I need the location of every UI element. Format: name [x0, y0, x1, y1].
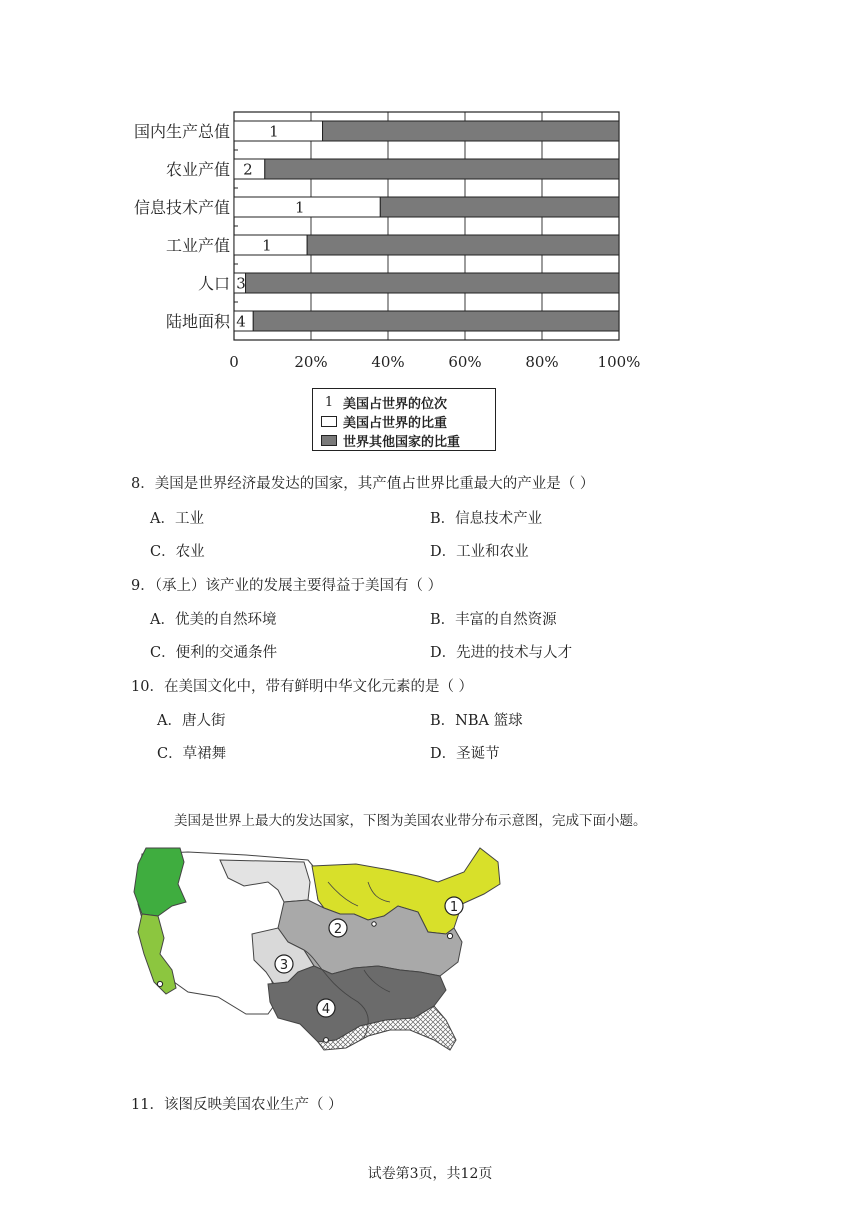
- rank-label: 2: [243, 160, 253, 179]
- x-tick-label: 0: [229, 353, 239, 371]
- x-tick-label: 80%: [525, 353, 559, 371]
- category-label: 陆地面积: [165, 312, 230, 331]
- question-10-option-c[interactable]: C．草裙舞: [157, 746, 227, 762]
- x-tick-label: 100%: [597, 353, 641, 371]
- question-9-option-c[interactable]: C．便利的交通条件: [150, 645, 278, 661]
- us-share-bar-chart: [0, 0, 860, 385]
- question-8-option-d[interactable]: D．工业和农业: [430, 544, 529, 560]
- us-agricultural-belts-map: [128, 842, 503, 1052]
- rank-label: 1: [295, 198, 305, 217]
- legend-rank-marker: 1: [324, 395, 334, 410]
- bar-others-share: [246, 273, 619, 293]
- svg-text:2: 2: [333, 922, 343, 937]
- page-footer: 试卷第3页，共12页: [367, 1166, 493, 1182]
- x-tick-label: 40%: [371, 353, 405, 371]
- rank-label: 4: [236, 312, 246, 331]
- rank-label: 1: [262, 236, 272, 255]
- question-10-option-d[interactable]: D．圣诞节: [430, 746, 500, 762]
- map-region-marker-1: [445, 897, 463, 915]
- rank-label: 3: [236, 274, 246, 293]
- category-label: 农业产值: [165, 160, 230, 179]
- legend-rank-label: 美国占世界的位次: [343, 397, 448, 412]
- question-8-option-b[interactable]: B．信息技术产业: [430, 511, 543, 527]
- legend-share-row: [321, 412, 447, 431]
- map-region-marker-4: [317, 999, 335, 1017]
- question-8-option-a[interactable]: A．工业: [150, 511, 204, 527]
- question-9-option-a[interactable]: A．优美的自然环境: [150, 612, 277, 628]
- bar-others-share: [380, 197, 619, 217]
- svg-text:4: 4: [321, 1002, 331, 1017]
- question-8-option-c[interactable]: C．农业: [150, 544, 205, 560]
- bar-others-share: [323, 121, 619, 141]
- x-tick-label: 60%: [448, 353, 482, 371]
- legend-gray-swatch: [321, 435, 337, 446]
- svg-text:3: 3: [279, 958, 289, 973]
- question-10-option-a[interactable]: A．唐人街: [157, 713, 226, 729]
- bar-us-share: [234, 197, 380, 217]
- question-10-option-b[interactable]: B．NBA 篮球: [430, 713, 523, 729]
- category-label: 国内生产总值: [133, 122, 230, 141]
- svg-text:1: 1: [449, 900, 459, 915]
- legend-others-label: 世界其他国家的比重: [343, 435, 461, 450]
- legend-white-swatch: [321, 416, 337, 427]
- bar-others-share: [253, 311, 619, 331]
- map-region-marker-3: [275, 955, 293, 973]
- question-8-stem: 8．美国是世界经济最发达的国家，其产值占世界比重最大的产业是（ ）: [131, 476, 595, 492]
- question-9-option-d[interactable]: D．先进的技术与人才: [430, 645, 573, 661]
- legend-others-row: [321, 431, 460, 450]
- category-label: 工业产值: [165, 236, 230, 255]
- rank-label: 1: [269, 122, 279, 141]
- question-11-stem: 11．该图反映美国农业生产（ ）: [131, 1097, 343, 1113]
- question-9-stem: 9．（承上）该产业的发展主要得益于美国有（ ）: [131, 578, 443, 594]
- map-intro-text: 美国是世界上最大的发达国家，下图为美国农业带分布示意图，完成下面小题。: [174, 813, 647, 829]
- legend-rank-row: [321, 393, 447, 412]
- chart-legend: [312, 388, 496, 451]
- bar-others-share: [265, 159, 619, 179]
- question-10-stem: 10．在美国文化中，带有鲜明中华文化元素的是（ ）: [131, 679, 474, 695]
- legend-share-label: 美国占世界的比重: [343, 416, 448, 431]
- question-9-option-b[interactable]: B．丰富的自然资源: [430, 612, 557, 628]
- x-tick-label: 20%: [294, 353, 328, 371]
- bar-others-share: [307, 235, 619, 255]
- category-label: 信息技术产值: [133, 198, 230, 217]
- map-region-marker-2: [329, 919, 347, 937]
- category-label: 人口: [197, 274, 230, 293]
- plot-frame: [234, 112, 619, 340]
